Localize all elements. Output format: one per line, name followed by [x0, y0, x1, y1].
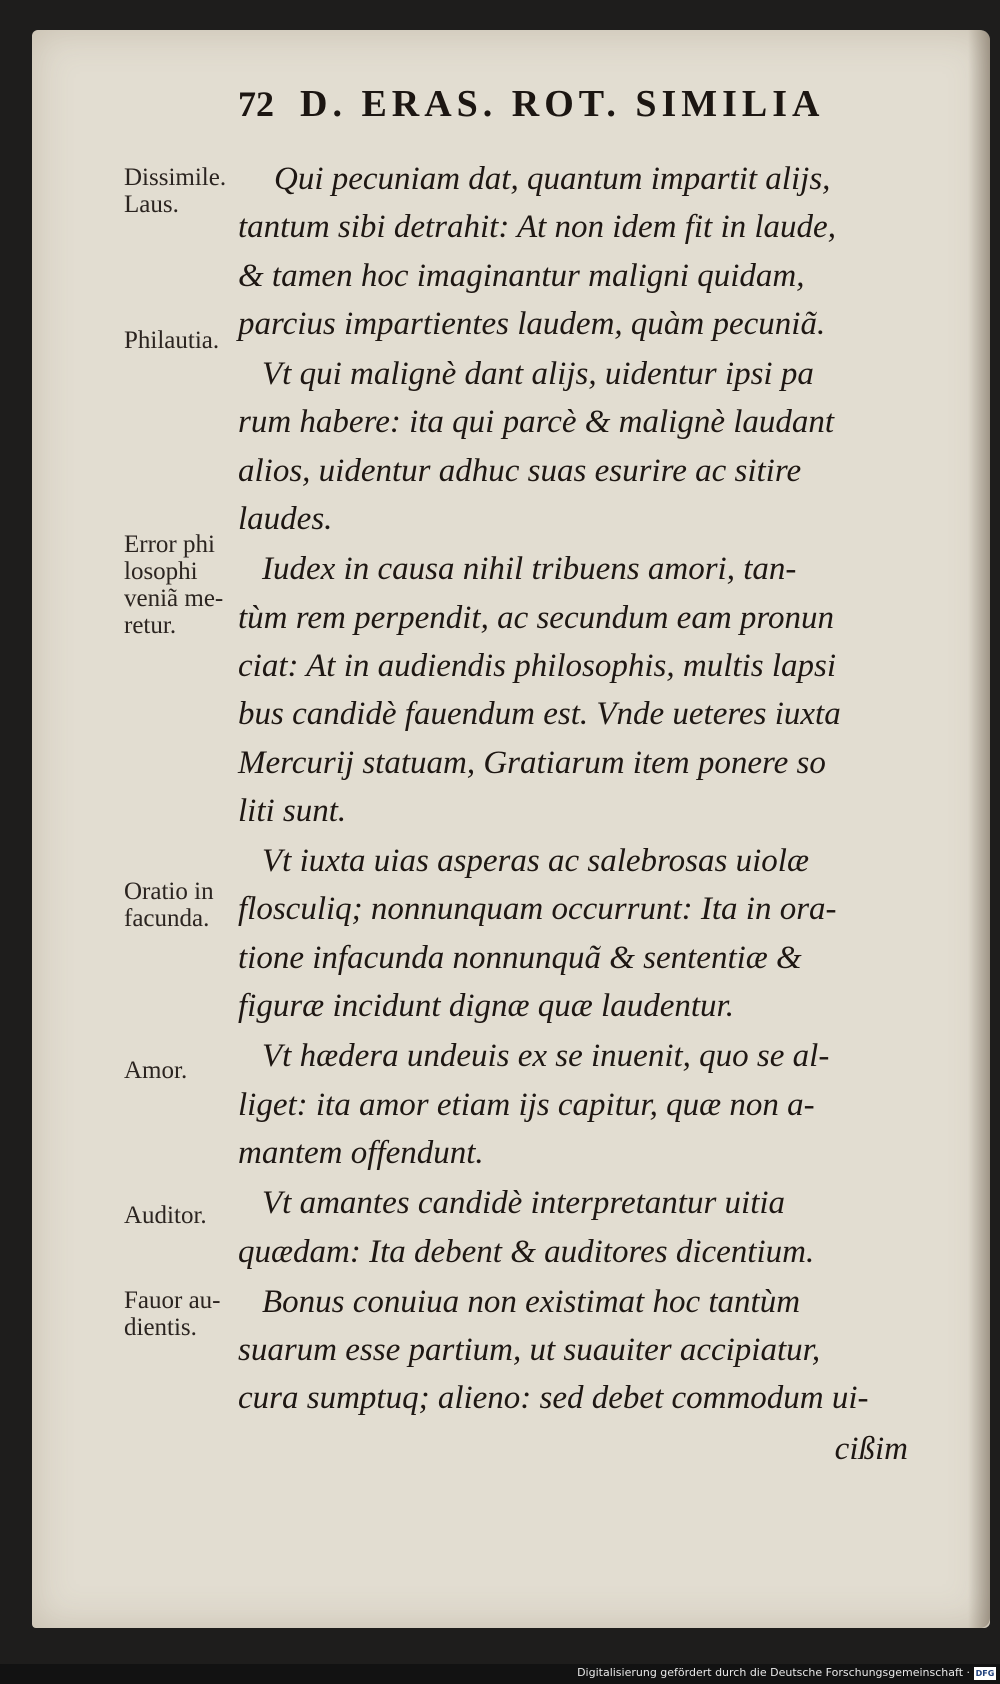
margin-note-line: Philautia. [124, 327, 220, 354]
text-line: Qui pecuniam dat, quantum impartit alijs, [274, 161, 831, 197]
margin-note-line: Laus. [124, 191, 179, 218]
text-line: Vt iuxta uias asperas ac salebrosas uiolæ [262, 843, 809, 880]
footer-bar [0, 1664, 1000, 1684]
paragraph [238, 155, 908, 348]
text-line: Vt qui malignè dant alijs, uidentur ipsi pa [262, 356, 814, 393]
dfg-logo-icon: DFG [975, 1669, 995, 1678]
margin-note-line: Auditor. [124, 1202, 207, 1229]
paragraph [238, 1278, 908, 1423]
text-line: parcius impartientes laudem, quàm pecuniã. [238, 305, 826, 342]
margin-note-line: veniã me- [124, 585, 224, 612]
margin-note-line: Oratio in [124, 878, 214, 905]
margin-note-line: dientis. [124, 1314, 197, 1341]
running-head: D. ERAS. ROT. SIMILIA [300, 83, 825, 125]
footer-credit: Digitalisierung gefördert durch die Deutsche Forschungsgemeinschaft · [577, 1666, 970, 1679]
text-line: tione infacunda nonnunquã & sententiæ & [238, 939, 802, 976]
text-line: & tamen hoc imaginantur maligni quidam, [238, 257, 805, 294]
margin-note-line: facunda. [124, 905, 210, 932]
page-spine-shadow [968, 30, 990, 1628]
paragraph [238, 545, 908, 835]
margin-note-line: Amor. [124, 1057, 188, 1084]
catchword: cißim [834, 1430, 908, 1467]
margin-note-line: Fauor au- [124, 1287, 221, 1314]
text-line: figuræ incidunt dignæ quæ laudentur. [238, 988, 734, 1025]
paragraph [238, 1032, 908, 1177]
text-line: mantem offendunt. [238, 1134, 484, 1171]
margin-note-line: retur. [124, 612, 177, 639]
text-line: liget: ita amor etiam ijs capitur, quæ non a- [238, 1086, 815, 1123]
paragraph [238, 350, 908, 543]
margin-note-line: Error phi [124, 531, 215, 558]
text-line: Vt amantes candidè interpretantur uitia [262, 1185, 786, 1222]
text-line: tantum sibi detrahit: At non idem fit in laude, [238, 209, 836, 246]
text-line: Mercurij statuam, Gratiarum item ponere so [238, 744, 826, 781]
page-number: 72 [238, 84, 274, 124]
text-line: cura sumptuq; alieno: sed debet commodum ui- [238, 1380, 869, 1417]
margin-note-line: losophi [124, 558, 198, 585]
text-line: Vt hædera undeuis ex se inuenit, quo se al- [262, 1038, 830, 1075]
text-line: Iudex in causa nihil tribuens amori, tan- [262, 551, 797, 588]
text-line: suarum esse partium, ut suauiter accipiatur, [238, 1332, 821, 1369]
text-line: Bonus conuiua non existimat hoc tantùm [262, 1283, 801, 1320]
paragraph [238, 837, 908, 1030]
text-line: laudes. [238, 501, 333, 538]
text-line: bus candidè fauendum est. Vnde ueteres iuxta [238, 696, 841, 733]
margin-note-line: Dissimile. [124, 164, 227, 191]
text-line: quædam: Ita debent & auditores dicentium. [238, 1233, 815, 1270]
page-header [238, 82, 898, 142]
text-line: ciat: At in audiendis philosophis, multis lapsi [238, 647, 836, 684]
text-line: tùm rem perpendit, ac secundum eam pronun [238, 599, 835, 636]
text-line: liti sunt. [238, 792, 347, 829]
text-line: rum habere: ita qui parcè & malignè laudant [238, 404, 835, 441]
paragraph [238, 1179, 908, 1276]
text-line: flosculiq; nonnunquam occurrunt: Ita in ora- [238, 891, 837, 928]
text-line: alios, uidentur adhuc suas esurire ac sitire [238, 452, 802, 489]
body-text [238, 155, 908, 1473]
